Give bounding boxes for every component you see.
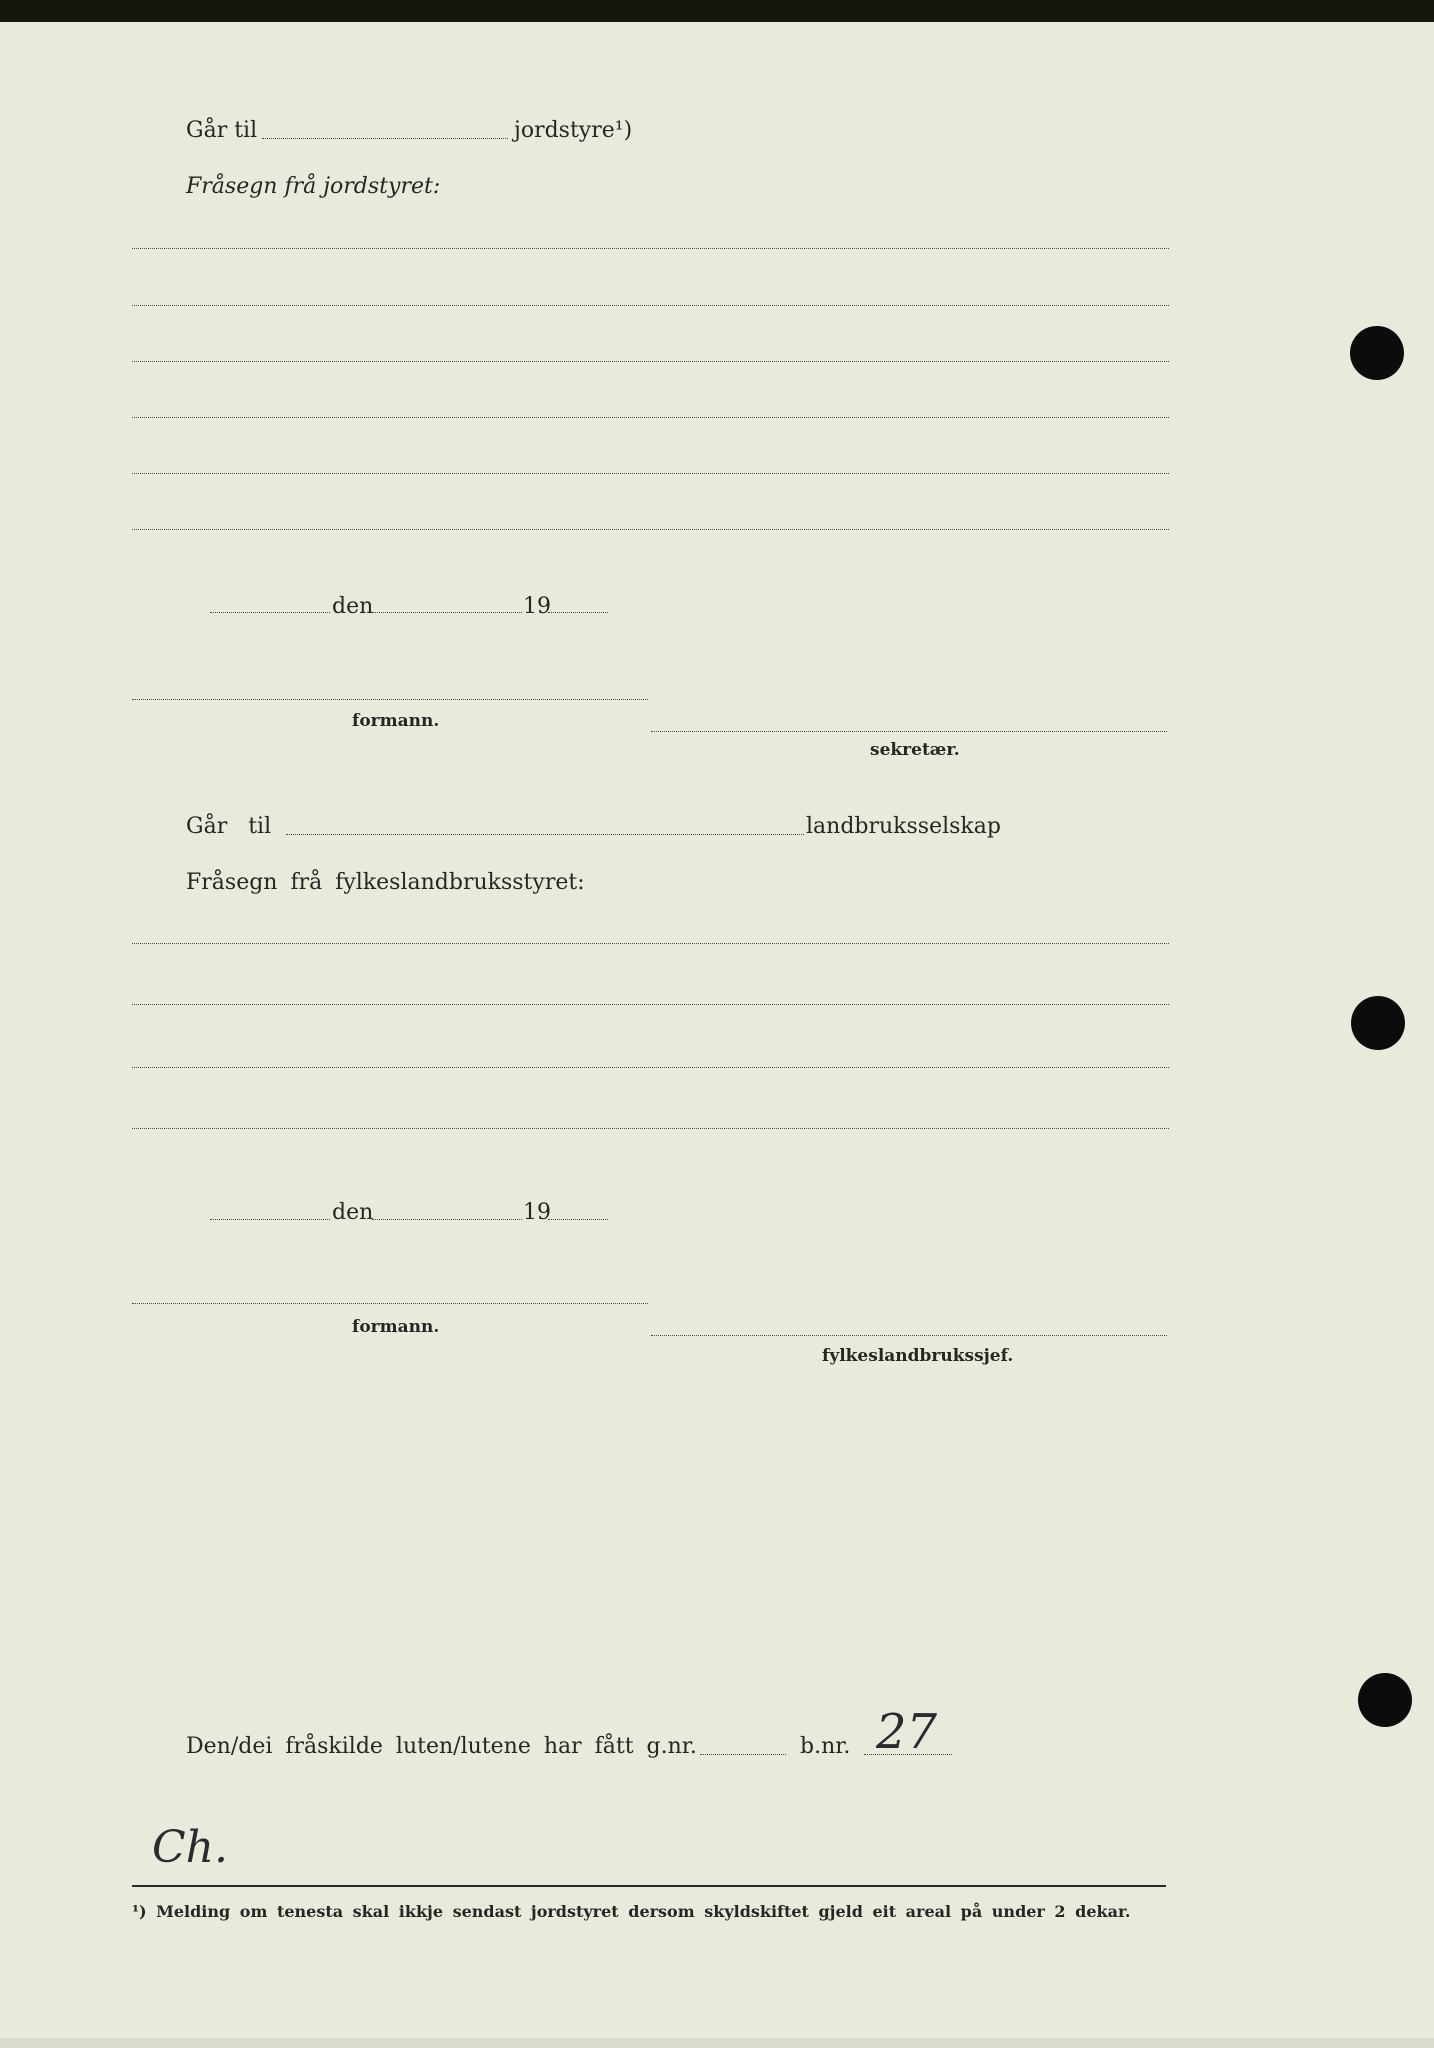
gnr-field[interactable] <box>700 1754 786 1755</box>
binder-hole-bottom <box>1358 1673 1412 1727</box>
year-prefix-2: 19 <box>523 1200 551 1225</box>
fylkeslandbrukssjef-label: fylkeslandbrukssjef. <box>822 1346 1014 1366</box>
formann-signature-line-1[interactable] <box>132 699 648 700</box>
formann-signature-line-2[interactable] <box>132 1303 648 1304</box>
jordstyre-name-field[interactable] <box>262 138 508 139</box>
den-label-2: den <box>332 1200 374 1225</box>
place-field-2[interactable] <box>210 1219 330 1220</box>
footnote-rule <box>132 1885 1166 1887</box>
formann-label-2: formann. <box>352 1317 440 1337</box>
jordstyre-statement-line-2[interactable] <box>132 305 1169 306</box>
scan-top-edge <box>0 0 1434 22</box>
jordstyre-statement-heading: Fråsegn frå jordstyret: <box>186 174 441 199</box>
date-field-1[interactable] <box>372 612 522 613</box>
jordstyre-label: jordstyre¹) <box>514 118 633 143</box>
sekretaer-label: sekretær. <box>870 740 960 760</box>
year-field-2[interactable] <box>548 1219 608 1220</box>
year-field-1[interactable] <box>548 612 608 613</box>
jordstyre-statement-line-6[interactable] <box>132 529 1169 530</box>
jordstyre-statement-line-3[interactable] <box>132 361 1169 362</box>
landbruksselskap-label: landbruksselskap <box>806 814 1001 839</box>
bnr-handwritten-value: 27 <box>876 1704 938 1760</box>
scan-bottom-edge <box>0 2038 1434 2048</box>
fylkeslandbrukssjef-signature-line[interactable] <box>651 1335 1167 1336</box>
binder-hole-middle <box>1351 996 1405 1050</box>
fylke-statement-line-1[interactable] <box>132 943 1169 944</box>
jordstyre-statement-line-5[interactable] <box>132 473 1169 474</box>
goes-to-label-1: Går til <box>186 118 258 143</box>
place-field-1[interactable] <box>210 612 330 613</box>
fylkeslandbruksstyret-statement-heading: Fråsegn frå fylkeslandbruksstyret: <box>186 870 585 895</box>
year-prefix-1: 19 <box>523 594 551 619</box>
den-label-1: den <box>332 594 374 619</box>
bnr-label: b.nr. <box>800 1734 851 1759</box>
binder-hole-top <box>1350 326 1404 380</box>
goes-to-label-2: Går til <box>186 814 272 839</box>
fylke-statement-line-2[interactable] <box>132 1004 1169 1005</box>
jordstyre-statement-line-4[interactable] <box>132 417 1169 418</box>
handwritten-initials: Ch. <box>152 1822 228 1873</box>
landbruksselskap-name-field[interactable] <box>286 834 804 835</box>
fylke-statement-line-4[interactable] <box>132 1128 1169 1129</box>
parcel-sentence: Den/dei fråskilde luten/lutene har fått g.nr. <box>186 1734 697 1759</box>
jordstyre-statement-line-1[interactable] <box>132 248 1169 249</box>
footnote-text: ¹) Melding om tenesta skal ikkje sendast jordstyret dersom skyldskiftet gjeld eit areal på under 2 dekar. <box>132 1902 1131 1921</box>
date-field-2[interactable] <box>372 1219 522 1220</box>
formann-label-1: formann. <box>352 711 440 731</box>
sekretaer-signature-line[interactable] <box>651 731 1167 732</box>
fylke-statement-line-3[interactable] <box>132 1067 1169 1068</box>
